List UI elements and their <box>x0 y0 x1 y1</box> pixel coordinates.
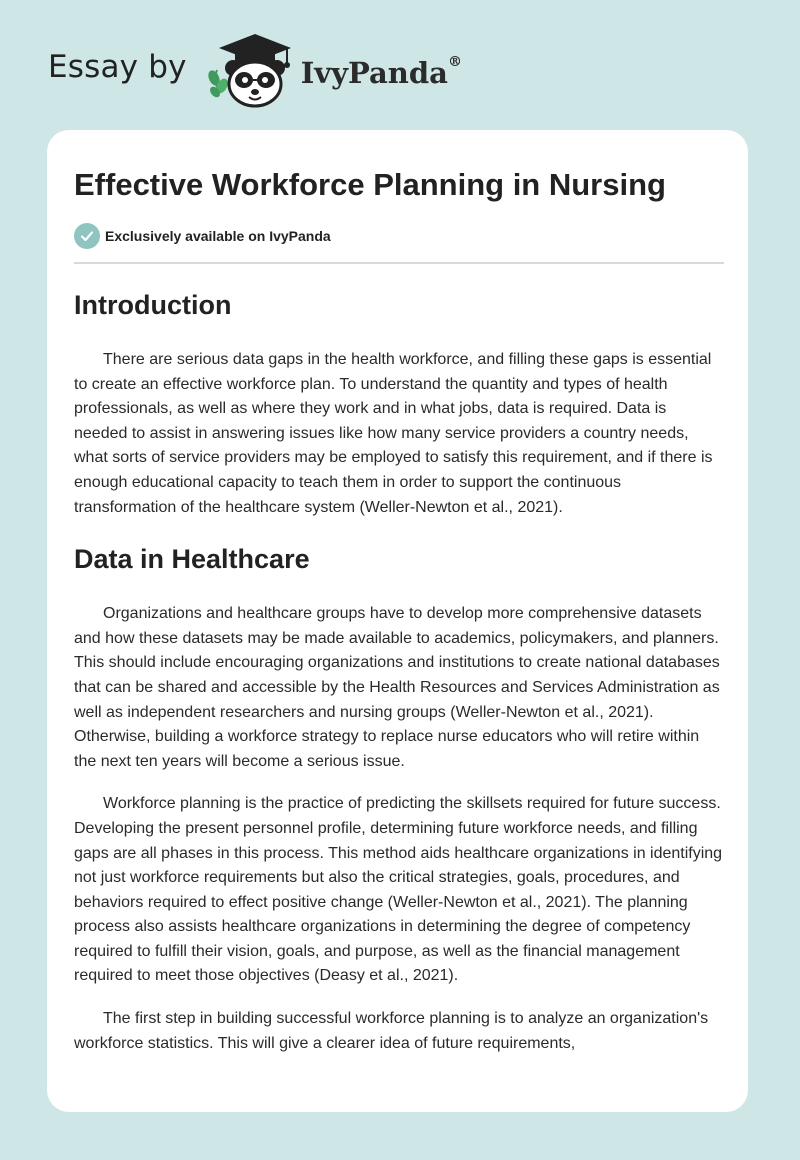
paragraph: The first step in building successful workforce planning is to analyze an organization's workforce statistics. This will give a clearer idea of future requirements, <box>74 1010 709 1052</box>
paragraph: Organizations and healthcare groups have to develop more comprehensive datasets and how these datasets may be made available to academics, policymakers, and planners. This should include encouraging organizations and institutions to create national databases that can be shared and accessible by the Health Resources and Services Administration as well as independent researchers and nursing groups (Weller-Newton et al., 2021). Otherwise, building a workforce strategy to replace nurse educators who will retire within the next ten years will become a serious issue. <box>74 605 720 770</box>
essay-by-label: Essay by <box>48 49 187 85</box>
paragraph: There are serious data gaps in the health workforce, and filling these gaps is essential to create an effective workforce plan. To understand the quantity and types of health professionals, as well as where they work and in what jobs, data is required. Data is needed to assist in answering issues like how many service providers a country needs, what sorts of service providers may be employed to satisfy this requirement, and if there is enough educational capacity to teach them in order to support the continuous transformation of the healthcare system (Weller-Newton et al., 2021). <box>74 351 713 516</box>
page-title: Effective Workforce Planning in Nursing <box>74 167 666 202</box>
section-heading-introduction: Introduction <box>74 290 232 320</box>
site-header <box>48 30 462 110</box>
exclusive-badge <box>74 222 724 250</box>
brand-name-text: IvyPanda <box>300 56 448 90</box>
divider <box>74 262 724 264</box>
brand-name[interactable] <box>301 56 462 90</box>
panda-logo-icon[interactable] <box>205 30 295 110</box>
section-heading-data-in-healthcare: Data in Healthcare <box>74 544 310 575</box>
badge-label: Exclusively available on IvyPanda <box>105 228 331 244</box>
essay-card <box>47 130 748 1112</box>
registered-mark: ® <box>447 54 462 70</box>
paragraph: Workforce planning is the practice of predicting the skillsets required for future success. Developing the present personnel profile, determining future workforce needs, and filling gaps are all phases in this process. This method aids healthcare organizations in identifying not just workforce requirements but also the critical strategies, goals, procedures, and behaviors required to effect positive change (Weller-Newton et al., 2021). The planning process also assists healthcare organizations in determining the degree of competency required to fulfill their vision, goals, and purpose, as well as the financial management required to meet those objectives (Deasy et al., 2021). <box>74 795 723 985</box>
leaf-icon <box>206 69 230 100</box>
check-icon <box>74 223 100 249</box>
essay-content <box>74 130 724 1056</box>
